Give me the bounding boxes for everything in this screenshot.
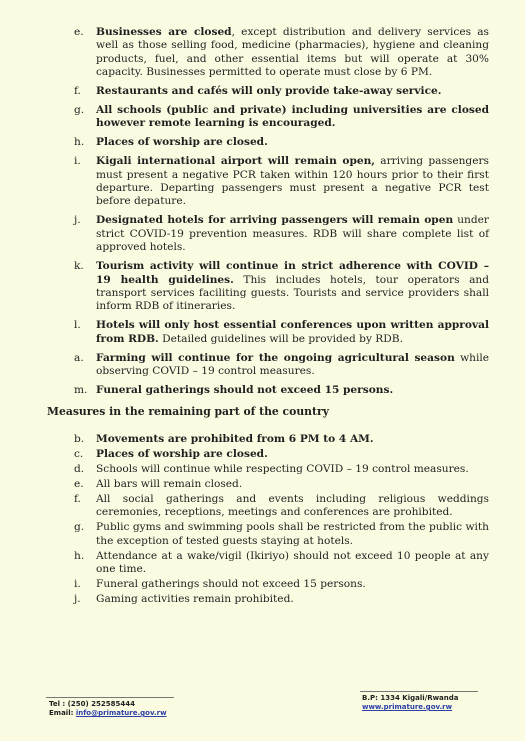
list-item — [0, 155, 525, 209]
item-text: under strict COVID-19 prevention measures. RDB will share complete list of approved hotels. — [96, 214, 489, 254]
measures-list-country — [0, 433, 525, 608]
item-bold-text: Places of worship are closed. — [96, 448, 268, 460]
list-item — [0, 214, 525, 254]
list-item — [0, 493, 525, 520]
item-bold-text: Kigali international airport will remain open, — [96, 155, 375, 168]
list-marker: h. — [74, 136, 85, 149]
list-item — [0, 85, 525, 98]
measures-list-kigali — [0, 26, 525, 403]
list-item — [0, 550, 525, 577]
section-heading: Measures in the remaining part of the country — [47, 405, 329, 418]
list-marker: e. — [74, 26, 84, 38]
list-marker: j. — [74, 214, 81, 227]
list-marker: i. — [74, 578, 81, 591]
item-text: Gaming activities remain prohibited. — [96, 593, 294, 606]
item-text: This includes hotels, tour operators and transport services faciliting guests. Tourists and service providers shall inform RDB of itineraries. — [96, 273, 489, 313]
list-marker: a. — [74, 351, 84, 364]
item-bold-text: All schools (public and private) including universities are closed however remote learning is encouraged. — [96, 104, 489, 130]
item-text: while observing COVID – 19 control measures. — [96, 351, 490, 377]
footer-email-link[interactable]: info@primature.gov.rw — [75, 709, 167, 717]
footer-divider-left — [46, 697, 174, 698]
list-item — [0, 260, 525, 314]
list-marker: i. — [74, 155, 81, 168]
list-item — [0, 463, 525, 476]
item-bold-text: Restaurants and cafés will only provide take-away service. — [96, 85, 442, 98]
item-text: Schools will continue while respecting COVID – 19 control measures. — [96, 463, 469, 475]
list-marker: h. — [74, 549, 85, 562]
list-marker: c. — [74, 448, 84, 460]
footer-email-line — [49, 709, 167, 718]
item-text: arriving passengers must present a negative PCR taken within 120 hours prior to their first departure. Departing passengers must present a negative PCR test before depature. — [96, 155, 489, 208]
list-item — [0, 521, 525, 548]
list-marker: d. — [74, 463, 85, 475]
item-bold-text: Hotels will only host essential conferences upon written approval from RDB. — [96, 319, 489, 345]
list-item — [0, 319, 525, 346]
list-marker: b. — [74, 433, 85, 445]
item-text: All bars will remain closed. — [96, 478, 243, 490]
footer-po-box: B.P: 1334 Kigali/Rwanda — [362, 694, 459, 702]
item-bold-text: Movements are prohibited from 6 PM to 4 AM. — [96, 433, 374, 445]
list-marker: f. — [74, 85, 81, 98]
item-bold-text: Businesses are closed — [96, 26, 232, 38]
list-marker: l. — [74, 319, 81, 332]
item-bold-text: Designated hotels for arriving passengers will remain open — [96, 214, 454, 227]
list-item — [0, 26, 525, 80]
footer-website-link[interactable]: www.primature.gov.rw — [362, 703, 453, 711]
list-item — [0, 448, 525, 461]
footer-contact — [49, 700, 167, 718]
item-bold-text: Funeral gatherings should not exceed 15 persons. — [96, 383, 394, 396]
item-text: Detailed guidelines will be provided by RDB. — [158, 332, 403, 345]
list-marker: j. — [74, 593, 81, 606]
list-item — [0, 578, 525, 591]
list-item — [0, 384, 525, 397]
list-item — [0, 478, 525, 491]
list-item — [0, 136, 525, 149]
item-bold-text: Places of worship are closed. — [96, 136, 268, 149]
footer-email-label: Email: — [49, 709, 76, 717]
footer-divider-right — [360, 691, 478, 692]
list-item — [0, 593, 525, 606]
list-marker: g. — [74, 104, 85, 117]
list-marker: e. — [74, 478, 84, 490]
list-marker: f. — [74, 493, 81, 505]
list-marker: k. — [74, 260, 84, 273]
item-text: Funeral gatherings should not exceed 15 persons. — [96, 578, 366, 591]
footer-tel: Tel : (250) 252585444 — [49, 700, 135, 708]
list-item — [0, 433, 525, 446]
item-text: Attendance at a wake/vigil (Ikiriyo) should not exceed 10 people at any one time. — [96, 549, 489, 576]
footer-address — [362, 694, 459, 712]
list-marker: m. — [74, 383, 88, 396]
list-item — [0, 104, 525, 131]
item-text: Public gyms and swimming pools shall be restricted from the public with the exception of tested guests staying at hotels. — [96, 521, 489, 547]
item-bold-text: Tourism activity will continue in strict adherence with COVID – 19 health guidelines. — [96, 260, 489, 286]
item-text: , except distribution and delivery services as well as those selling food, medicine (pharmacies), hygiene and cleaning products, fuel, and other essential items but will operate at 30% capacity. Businesses permitted to operate must close by 6 PM. — [96, 26, 489, 79]
list-item — [0, 352, 525, 379]
list-marker: g. — [74, 521, 85, 534]
item-bold-text: Farming will continue for the ongoing agricultural season — [96, 351, 455, 364]
item-text: All social gatherings and events including religious weddings ceremonies, receptions, meetings and conferences are prohibited. — [96, 493, 489, 519]
